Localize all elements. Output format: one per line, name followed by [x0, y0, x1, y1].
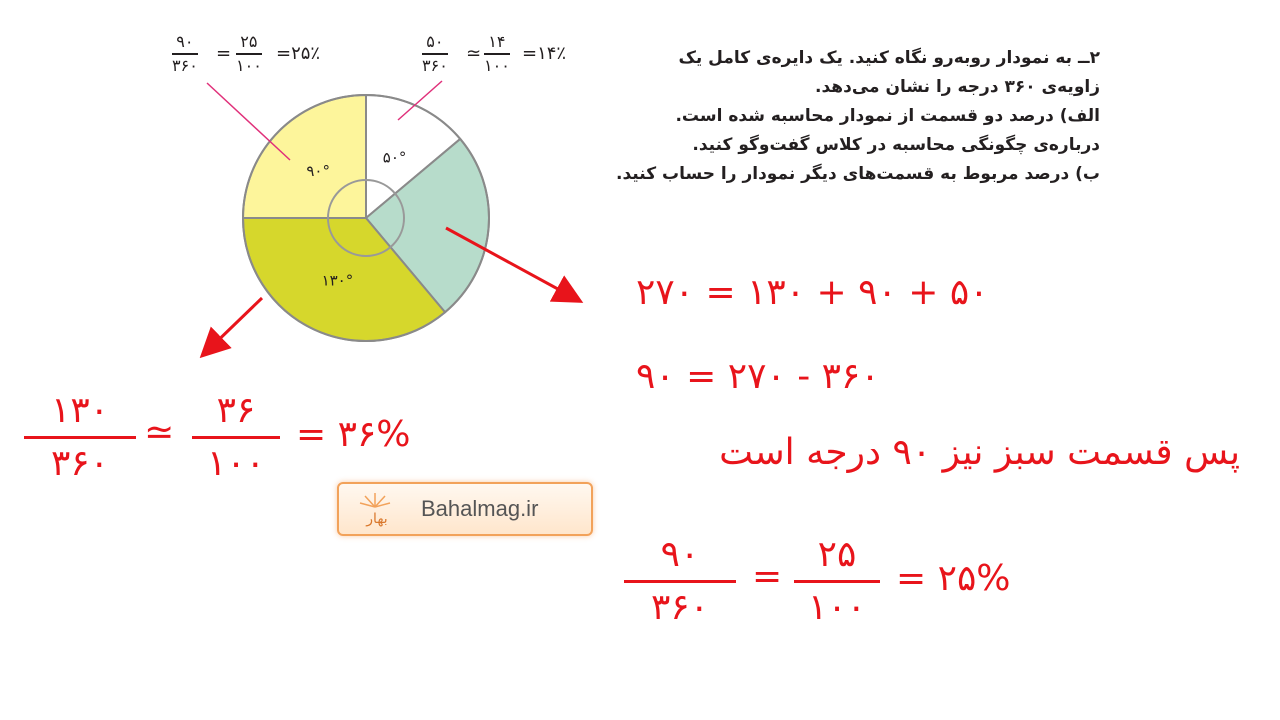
pie-slice	[243, 95, 366, 218]
approx-sign: ≃	[466, 43, 482, 64]
percent-result: =۱۴٪	[522, 43, 567, 64]
numerator: ۹۰	[660, 534, 700, 575]
percent-result: = ۲۵%	[896, 558, 1011, 599]
numerator: ۳۶	[216, 390, 256, 431]
problem-line: الف) درصد دو قسمت از نمودار محاسبه شده است.	[675, 106, 1100, 126]
problem-line: درباره‌ی چگونگی محاسبه در کلاس گفت‌وگو کنید.	[692, 135, 1100, 155]
sum-equation: ۵۰ + ۹۰ + ۱۳۰ = ۲۷۰	[636, 272, 989, 313]
fraction	[24, 388, 136, 487]
slice-label: ۵۰°	[382, 148, 407, 167]
watermark-badge	[337, 482, 593, 536]
numerator: ۲۵	[240, 32, 258, 51]
denominator: ۳۶۰	[650, 587, 709, 628]
denominator: ۳۶۰	[422, 55, 448, 75]
problem-line: ب) درصد مربوط به قسمت‌های دیگر نمودار را حساب کنید.	[616, 164, 1100, 184]
watermark-brand: Bahalmag.ir	[421, 496, 539, 521]
slice-label: ۱۳۰°	[321, 271, 354, 290]
sun-logo-icon	[345, 487, 415, 531]
numerator: ۱۴	[488, 32, 506, 51]
percent-result: = ۳۶%	[296, 414, 411, 455]
logo-text: بهار	[366, 511, 388, 527]
percent-result: =۲۵٪	[276, 43, 321, 64]
fraction	[624, 532, 736, 631]
difference-equation: ۳۶۰ - ۲۷۰ = ۹۰	[636, 356, 880, 397]
denominator: ۱۰۰	[236, 55, 262, 75]
problem-line: ۲ــ به نمودار روبه‌رو نگاه کنید. یک دایره‌ی کامل یک	[678, 48, 1100, 68]
denominator: ۳۶۰	[50, 443, 109, 484]
equals-sign: =	[752, 556, 783, 597]
red-arrow	[204, 298, 262, 354]
denominator: ۱۰۰	[484, 55, 510, 75]
denominator: ۳۶۰	[172, 55, 198, 75]
denominator: ۱۰۰	[807, 587, 866, 628]
fraction	[192, 388, 280, 487]
numerator: ۲۵	[817, 534, 857, 575]
numerator: ۱۳۰	[50, 390, 109, 431]
numerator: ۵۰	[426, 32, 444, 51]
equals-sign: =	[216, 43, 232, 64]
denominator: ۱۰۰	[206, 443, 265, 484]
numerator: ۹۰	[176, 32, 194, 51]
problem-line: زاویه‌ی ۳۶۰ درجه را نشان می‌دهد.	[815, 77, 1100, 97]
leader-line	[207, 83, 290, 160]
fraction	[794, 532, 880, 631]
approx-sign: ≃	[144, 412, 175, 453]
conclusion-text: پس قسمت سبز نیز ۹۰ درجه است	[719, 432, 1240, 473]
slice-label: ۹۰°	[306, 162, 330, 181]
